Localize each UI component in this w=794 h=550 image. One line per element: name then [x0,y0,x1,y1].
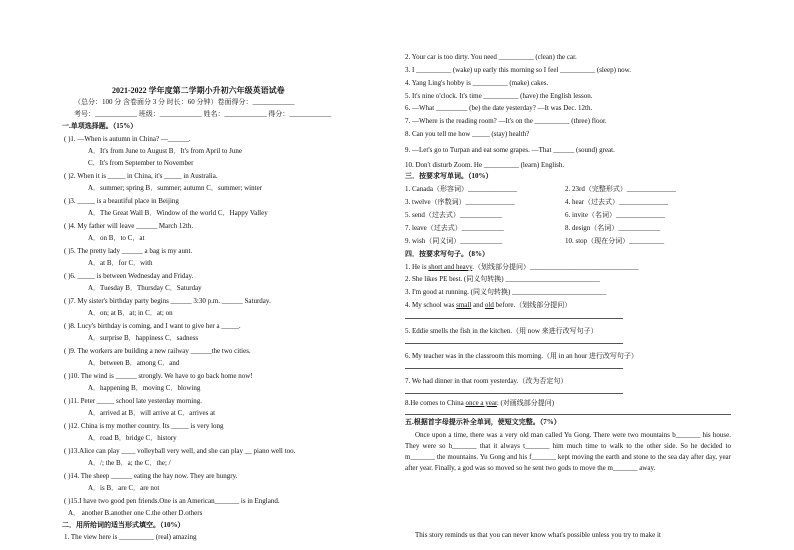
mc-line: ( )6. _____ is between Wednesday and Friday. [64,272,194,280]
word-item: 9. wish（同义词）____________ [405,237,503,245]
fill-line: 1. The view here is __________ (real) amazing [64,533,197,541]
story-paragraph: Once upon a time, there was a very old man called Yu Gong. There were two mountains b_______ his house. They were so h_______ that it always t_______ him much time to walk to the other side. So he decided to m_______ the mountains. Yu Gong and his f_______ kept moving the earth and stone to the sea day after day, year after year. Finally, a god was so moved so he sent two gods to move the m_______ away. [405,431,731,472]
fill-line: 5. It's nine o'clock. It's time __________ (have) the English lesson. [405,92,593,100]
mc-line: ( )4. My father will leave ______ March 12th. [64,222,194,230]
mc-line: A．arrived at B．will arrive at C．arrives at [88,409,216,417]
mc-line: A．Tuesday B．Thursday C．Saturday [88,284,202,292]
mc-line: A．on B．to C．at [88,234,145,242]
underlined-phrase: old [484,301,494,309]
mc-line: A．The Great Wall B．Window of the world C．Happy Valley [88,209,268,217]
sentence-text: 8.He comes to China [405,399,466,407]
fill-line: 4. Yang Ling's hobby is __________ (make) cakes. [405,79,549,87]
sentence-item: 7. We had dinner in that room yesterday.（改为否定句） [405,377,568,385]
mc-line: A．at B．for C．with [88,259,153,267]
underlined-phrase: once a year [465,399,497,407]
mc-line: ( )15.I have two good pen friends.One is an American_______ is in England. [64,497,280,505]
mc-line: A．It's from June to August B．It's from April to June [88,147,242,155]
sentence-item: 6. My teacher was in the classroom this morning.（用 in an hour 进行改写句子） [405,352,638,360]
answer-line[interactable] [405,318,623,319]
mc-line: ( )14. The sheep ______ eating the hay now. They are hungry. [64,472,238,480]
section-4-heading: 四．按要求写句子。（8%） [405,250,489,258]
underlined-phrase: small [456,301,472,309]
mc-line: ( )7. My sister's birthday party begins ______ 3:30 p.m. ______ Saturday. [64,297,271,305]
sentence-text: 4. My school was [405,301,457,309]
section-3-heading: 三．按要求写单词。（10%） [405,172,493,180]
word-item: 3. twelve（序数词）______________ [405,198,515,206]
mc-line: ( )8. Lucy's birthday is coming, and I want to give her a _____. [64,322,241,330]
word-item: 8. design（名词）____________ [565,224,661,232]
exam-info: （总分：100 分 含卷面分 3 分 时长：60 分钟）卷面得分：____________ [74,98,295,106]
word-item: 7. leave（过去式）____________ [405,224,504,232]
sentence-item [405,301,571,310]
answer-line[interactable] [405,414,731,415]
sentence-item: 5. Eddie smells the fish in the kitchen.（用 now 来进行改写句子） [405,327,598,335]
student-info-line: 考号：____________ 班级：____________ 姓名：____________ 得分：____________ [74,110,332,118]
sentence-text: and [471,301,485,309]
mc-line: ( )12. China is my mother country. Its _____ is very long [64,422,224,430]
word-item: 10. stop（现在分词）__________ [565,237,665,245]
mc-line: ( )11. Peter _____ school late yesterday morning. [64,397,202,405]
sentence-text: before.（划线部分提问） [493,301,572,309]
word-item: 2. 23rd（完整形式）______________ [565,185,676,193]
mc-line: A．is B．are C．are not [88,484,160,492]
mc-line: ( )9. The workers are building a new railway ______the two cities. [64,347,251,355]
answer-line[interactable] [405,343,623,344]
answer-line[interactable] [405,368,623,369]
story-last-line: This story reminds us that you can never know what's possible unless you try to make it [415,531,661,539]
exam-title: 2021-2022 学年度第二学期小升初六年级英语试卷 [112,86,285,95]
word-item: 6. invite（名词）______________ [565,211,665,219]
mc-line: A．road B．bridge C．history [88,434,177,442]
mc-line: A．/; the B．a; the C．the; / [88,459,171,467]
sentence-item [405,399,554,408]
underlined-phrase: short and heavy [428,263,473,271]
mc-line: ( )10. The wind is ______ strongly. We have to go back home now! [64,372,253,380]
mc-line: ( )5. The pretty lady ______ a bag is my aunt. [64,247,193,255]
fill-line: 6. —What _________ (be) the date yesterday? —It was Dec. 12th. [405,104,593,112]
sentence-item: 3. I'm good at running. (同义句转换) ___________________________ [405,288,607,296]
mc-line: A．on; at B．at; in C．at; on [88,309,173,317]
mc-line: A．surprise B．happiness C．sadness [88,334,199,342]
section-1-heading: 一.单项选择题。（15%） [62,122,138,130]
fill-line: 3. I __________ (wake) up early this morning so I feel __________ (sleep) now. [405,66,632,74]
fill-line: 7. —Where is the reading room? —It's on the __________ (three) floor. [405,117,607,125]
mc-line: A．summer; spring B．summer; autumn C．summer; winter [88,184,263,192]
mc-line: A． another B.another one C.the other D.others [68,509,203,517]
fill-line: 9. —Let's go to Turpan and eat some grapes. —That ______ (sound) great. [405,146,615,154]
mc-line: ( )13.Alice can play ____ volleyball very well, and she can play __ piano well too. [64,447,296,455]
mc-line: ( )1. —When is autumn in China? —______. [64,135,191,143]
mc-line: A．between B．among C．and [88,359,180,367]
mc-line: C．It's from September to November [88,159,194,167]
section-2-heading: 二．用所给词的适当形式填空。（10%） [62,521,185,529]
mc-line: ( )2. When it is _____ in China, it's _____ in Australia. [64,172,218,180]
word-item: 4. hear（过去式）______________ [565,198,669,206]
section-5-heading: 五.根据首字母提示补全单词，使短文完整。（7%） [405,418,561,426]
sentence-item: 2. She likes PE best. (同义句转换) ___________________________ [405,275,600,283]
mc-line: A．happening B．moving C．blowing [88,384,201,392]
sentence-text: .（划线部分提问）_______________________________ [472,263,639,271]
fill-line: 10. Don't disturb Zoom. He __________ (learn) English. [405,161,565,169]
answer-line[interactable] [405,393,623,394]
fill-line: 8. Can you tell me how _____ (stay) health? [405,130,530,138]
sentence-item [405,263,638,272]
sentence-text: . (对画线部分提问) [496,399,555,407]
fill-line: 2. Your car is too dirty. You need __________ (clean) the car. [405,53,577,61]
sentence-text: 1. He is [405,263,429,271]
mc-line: ( )3. _____ is a beautiful place in Beijing [64,197,179,205]
word-item: 1. Canada（形容词）______________ [405,185,517,193]
word-item: 5. send（过去式）____________ [405,211,502,219]
